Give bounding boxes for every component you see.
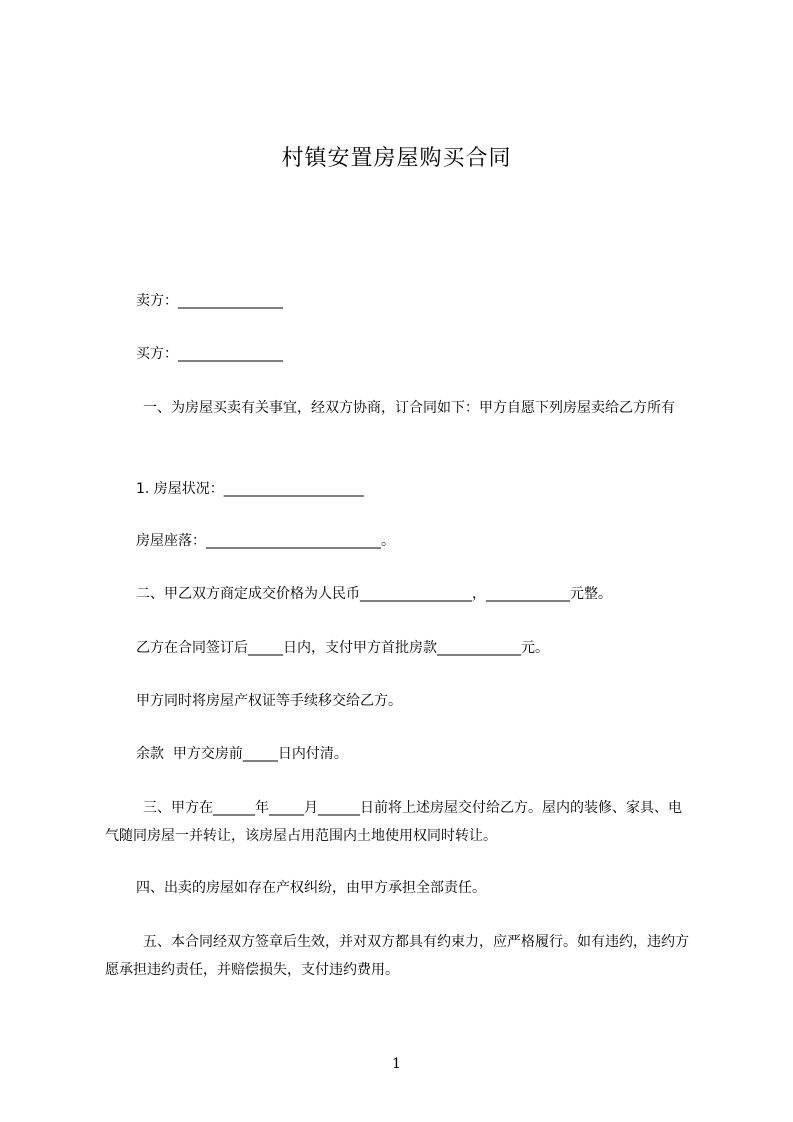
clause-five: 五、本合同经双方签章后生效，并对双方都具有约束力，应严格履行。如有违约，违约方愿承担违约责任，并赔偿损失，支付违约费用。 bbox=[105, 934, 689, 978]
clause-two: 二、甲乙双方商定成交价格为人民币________________，____________元整。 bbox=[136, 586, 612, 602]
page-number: 1 bbox=[392, 1056, 401, 1072]
clause-four: 四、出卖的房屋如存在产权纠纷，由甲方承担全部责任。 bbox=[136, 880, 486, 896]
clause-one: 一、为房屋买卖有关事宜，经双方协商，订合同如下：甲方自愿下列房屋卖给乙方所有 bbox=[143, 400, 675, 416]
house-location-line: 房屋座落：_________________________。 bbox=[136, 533, 395, 549]
house-condition-line: 1. 房屋状况：____________________ bbox=[136, 481, 364, 497]
first-payment-line: 乙方在合同签订后_____日内，支付甲方首批房款____________元。 bbox=[136, 640, 549, 656]
seller-line: 卖方：_______________ bbox=[136, 293, 283, 309]
clause-three: 三、甲方在______年_____月______日前将上述房屋交付给乙方。屋内的装修、家具、电气随同房屋一并转让，该房屋占用范围内土地使用权同时转让。 bbox=[105, 800, 682, 844]
document-title: 村镇安置房屋购买合同 bbox=[281, 146, 512, 171]
certificate-transfer-line: 甲方同时将房屋产权证等手续移交给乙方。 bbox=[136, 693, 402, 709]
buyer-line: 买方：_______________ bbox=[136, 346, 283, 362]
balance-payment-line: 余款 甲方交房前_____日内付清。 bbox=[136, 746, 348, 762]
